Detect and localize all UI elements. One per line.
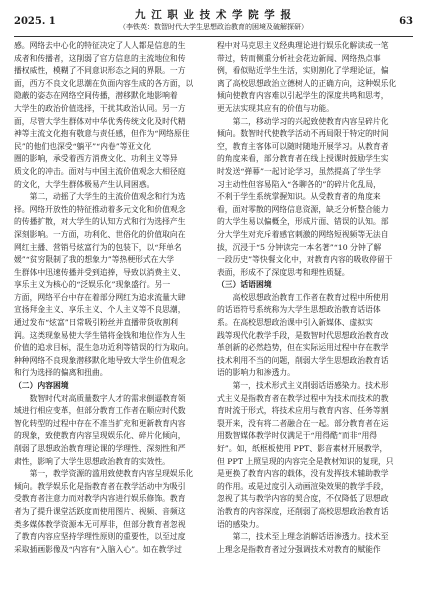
text-line: 技术利用不当的问题，削弱大学生思想政治教育话 [217, 355, 389, 365]
text-line: 一段历史”等快餐文化中，对教育内容的吸收停留于 [217, 255, 393, 265]
text-line: 语的感染力。 [217, 519, 264, 529]
text-line: 践等现代化教学手段，是数智时代思想政治教育改 [217, 330, 389, 340]
text-line: 空，教育主客体可以随时随地开展学习。从教育者 [217, 141, 389, 151]
text-line: 系。在高校思想政治课中引入新媒体、虚拟实 [217, 318, 373, 328]
text-line: 时发送“弹幕”一起讨论学习，虽然提高了学生学 [217, 166, 381, 176]
text-line: 润。这类现象易使大学生错将金钱和地位作为人生 [14, 330, 186, 340]
text-line: 看，面对零散的网络信息资源，缺乏分析整合能力 [217, 204, 389, 214]
text-line: 第二，动摇了大学生的主流价值观念和行为选 [14, 192, 186, 202]
text-line: 的文化，大学生群体极易产生认同困惑。 [14, 179, 155, 189]
text-line: 更无法实现其应有的价值与功能。 [217, 103, 334, 113]
text-line: 圈的影响，承受着西方消费文化、功利主义等异 [14, 154, 178, 164]
text-line: 倾向。数智时代使教学活动不再局限于特定的时间 [217, 129, 389, 139]
text-line: 网红主播、营销号炫富行为的包装下，以“拜单名 [14, 242, 182, 252]
text-line: 种种网络不良现象潜移默化地导致大学生价值观念 [14, 355, 186, 365]
text-line: 式主义是指教育者在教学过程中为技术而技术的教 [217, 393, 389, 403]
text-line: 媛”“贫穷限制了我的想象力”等热梗形式在大学 [14, 255, 175, 265]
text-line: 面，西方不良文化思潮在负面内容生成的各方面，以 [14, 78, 194, 88]
text-line: 第一，教学资源的滥用致使教育内容呈现娱乐化 [14, 469, 194, 479]
text-line: 播权威性，模糊了不同意识形态之间的界限。一方 [14, 66, 186, 76]
text-line: 第一，技术形式主义削弱话语感染力。技术形 [217, 381, 389, 391]
text-line: 的角度来看，部分教育者在线上授课时鼓励学生实 [217, 154, 389, 164]
text-line: 表面，形成不了深度思考和理性质疑。 [217, 267, 350, 277]
text-line: 深刻影响。一方面，功利化、世俗化的价值取向在 [14, 229, 186, 239]
text-line: 方面，网络平台中存在着部分网红为追求流量大肆 [14, 292, 186, 302]
text-line: 生群体中迅速传播并受到追捧，导致以消费主义、 [14, 267, 186, 277]
right-column [217, 40, 413, 610]
text-line: 革创新的必然趋势，但在实际运用过程中存在教学 [217, 343, 389, 353]
text-line: 倾向。教学娱乐化是指教育者在教学活动中为吸引 [14, 481, 186, 491]
text-line: 是更换了教育内容的载体，没有发挥技术辅助教学 [217, 469, 389, 479]
text-line: 的大学生易以偏概全，形成片面、错误的认知。部 [217, 217, 389, 227]
text-line: 语的影响力和渗透力。 [217, 368, 295, 378]
text-line: 宣扬拜金主义、享乐主义、个人主义等不良思潮， [14, 305, 186, 315]
text-line: 者为了提升课堂活跃度而使用图片、视频、音频这 [14, 506, 186, 516]
text-line: 例，看似贴近学生生活，实则割化了学理论证，偏 [217, 66, 389, 76]
text-line: 倾向使教育内容难以引起学生的深度共鸣和思考， [217, 91, 389, 101]
text-line: 裂开来，没有将二者融合在一起。部分教育者在运 [217, 418, 389, 428]
text-line: 的现象，致使教育内容呈现娱乐化、碎片化倾向， [14, 431, 186, 441]
text-line: 好”。如，纸框板使用 PPT、影音素材开展教学， [217, 444, 388, 453]
text-line: 带过，转而侧重分析社会花边新闻、网络热点事 [217, 53, 381, 63]
text-line: 类多媒体教学资源本无可厚非，但部分教育者忽视 [14, 519, 186, 529]
text-line: 的传播扩散，对大学生的认知方式和行为选择产生 [14, 217, 186, 227]
text-line: 神等主流文化抱有敬意与责任感，但作为“网络原住 [14, 129, 190, 139]
text-line: 第二，移动学习的兴起致使教育内容呈碎片化 [217, 116, 389, 126]
text-line: 高校思想政治教育工作者在教育过程中所使用 [217, 292, 389, 302]
text-line: 第二，技术至上理念消解话语渗透力。技术至 [217, 532, 389, 542]
text-line: 智化转型的过程中存在不准当扩充和更新教育内容 [14, 418, 186, 428]
text-line: 上理念是指教育者过分强调技术对教育的赋能作 [217, 544, 381, 554]
text-line: 数智时代对高质量数字人才的需求倒逼教育领 [14, 393, 186, 403]
section-heading: （三）话语困境 [217, 280, 272, 290]
page-number: 63 [399, 16, 413, 27]
page-header [14, 4, 413, 36]
text-line: 受教育者注意力而对教学内容进行娱乐修饰。教育 [14, 494, 186, 504]
text-line: 忽视了其与教学内容的契合度，不仅降低了思想政 [217, 494, 389, 504]
text-line: 质文化的冲击。面对与中国主流价值观念大相径庭 [14, 166, 186, 176]
text-line: 的话语符号系统称为大学生思想政治教育话语体 [217, 305, 381, 315]
text-line: 不利于学生系统掌握知识。从受教育者的角度来 [217, 192, 381, 202]
left-column [14, 40, 210, 610]
text-line: 成者和传播者，这削弱了官方信息的主流地位和传 [14, 53, 186, 63]
text-line: 了教育内容应坚持学理性原则的重要性，以至过度 [14, 532, 186, 542]
text-line: 享乐主义为核心的“泛娱乐化”现象盛行。另一 [14, 280, 171, 290]
text-line: 域进行相应变革，但部分教育工作者在顺应时代数 [14, 406, 186, 416]
text-line: 大学生的政治价值选择，干扰其政治认同。另一方 [14, 103, 186, 113]
text-line: 离了高校思想政治立德树人的正确方向，这种娱乐化 [217, 78, 397, 88]
text-line: 分大学生对充斥着感官刺激的网络短视频等无法自 [217, 229, 389, 239]
text-line: 治教育的内容深度，还削弱了高校思想政治教育话 [217, 506, 389, 516]
text-line: 削弱了思想政治教育理论课的学理性、深刻性和严 [14, 444, 186, 453]
text-line: 拔，沉浸于“5 分钟读完一本名著”“10 分钟了解 [217, 242, 382, 252]
text-line: 但 PPT 上照呈现的内容完全是教材知识的复现，只 [217, 456, 394, 466]
journal-title: 九 江 职 业 技 术 学 院 学 报 [135, 9, 292, 21]
running-subtitle: （李铁英：数智时代大学生思想政治教育的困境及破解探研） [119, 23, 308, 31]
text-line: 程中对马克思主义经典理论进行娱乐化解读或一笔 [217, 41, 389, 50]
text-line: 习主动性但容易陷入“各聊各的”的碎片化乱局， [217, 179, 381, 189]
text-line: 通过发布“炫富”日常吸引粉丝并直播带货收割利 [14, 318, 178, 328]
text-line: 用数智媒体教学时仅满足于“用得酷”而非“用得 [217, 431, 378, 441]
text-line: 择。网络开放性的特征推动着多元文化和价值观念 [14, 204, 186, 214]
text-line: 价值的追求目标，混生急功近利等错误的行为取向。 [14, 343, 194, 353]
text-line: 隐蔽的姿态在网络空间传播，潜移默化地影响着 [14, 91, 178, 101]
issue-year: 2025. 1 [14, 16, 56, 27]
text-line: 和行为选择的偏离和扭曲。 [14, 368, 108, 378]
text-line: 感。网络去中心化的特征决定了人人都是信息的生 [14, 41, 186, 50]
text-line: 育时流于形式，将技术应用与教育内容、任务等割 [217, 406, 389, 416]
section-heading: （二）内容困境 [14, 381, 69, 391]
text-line: 肃性，影响了大学生思想政治教育的实效性。 [14, 456, 170, 466]
text-line: 民”的他们也深受“躺平”“内卷”等亚文化 [14, 141, 151, 151]
text-line: 的作用。或是过度引入动画渲染效果的教学手段， [217, 481, 389, 491]
header-rule [14, 36, 413, 37]
text-line: 面，尽管大学生群体对中华优秀传统文化及时代精 [14, 116, 186, 126]
text-line: 采取插画影像及“内容有“入脑入心”。如在教学过 [14, 544, 182, 554]
